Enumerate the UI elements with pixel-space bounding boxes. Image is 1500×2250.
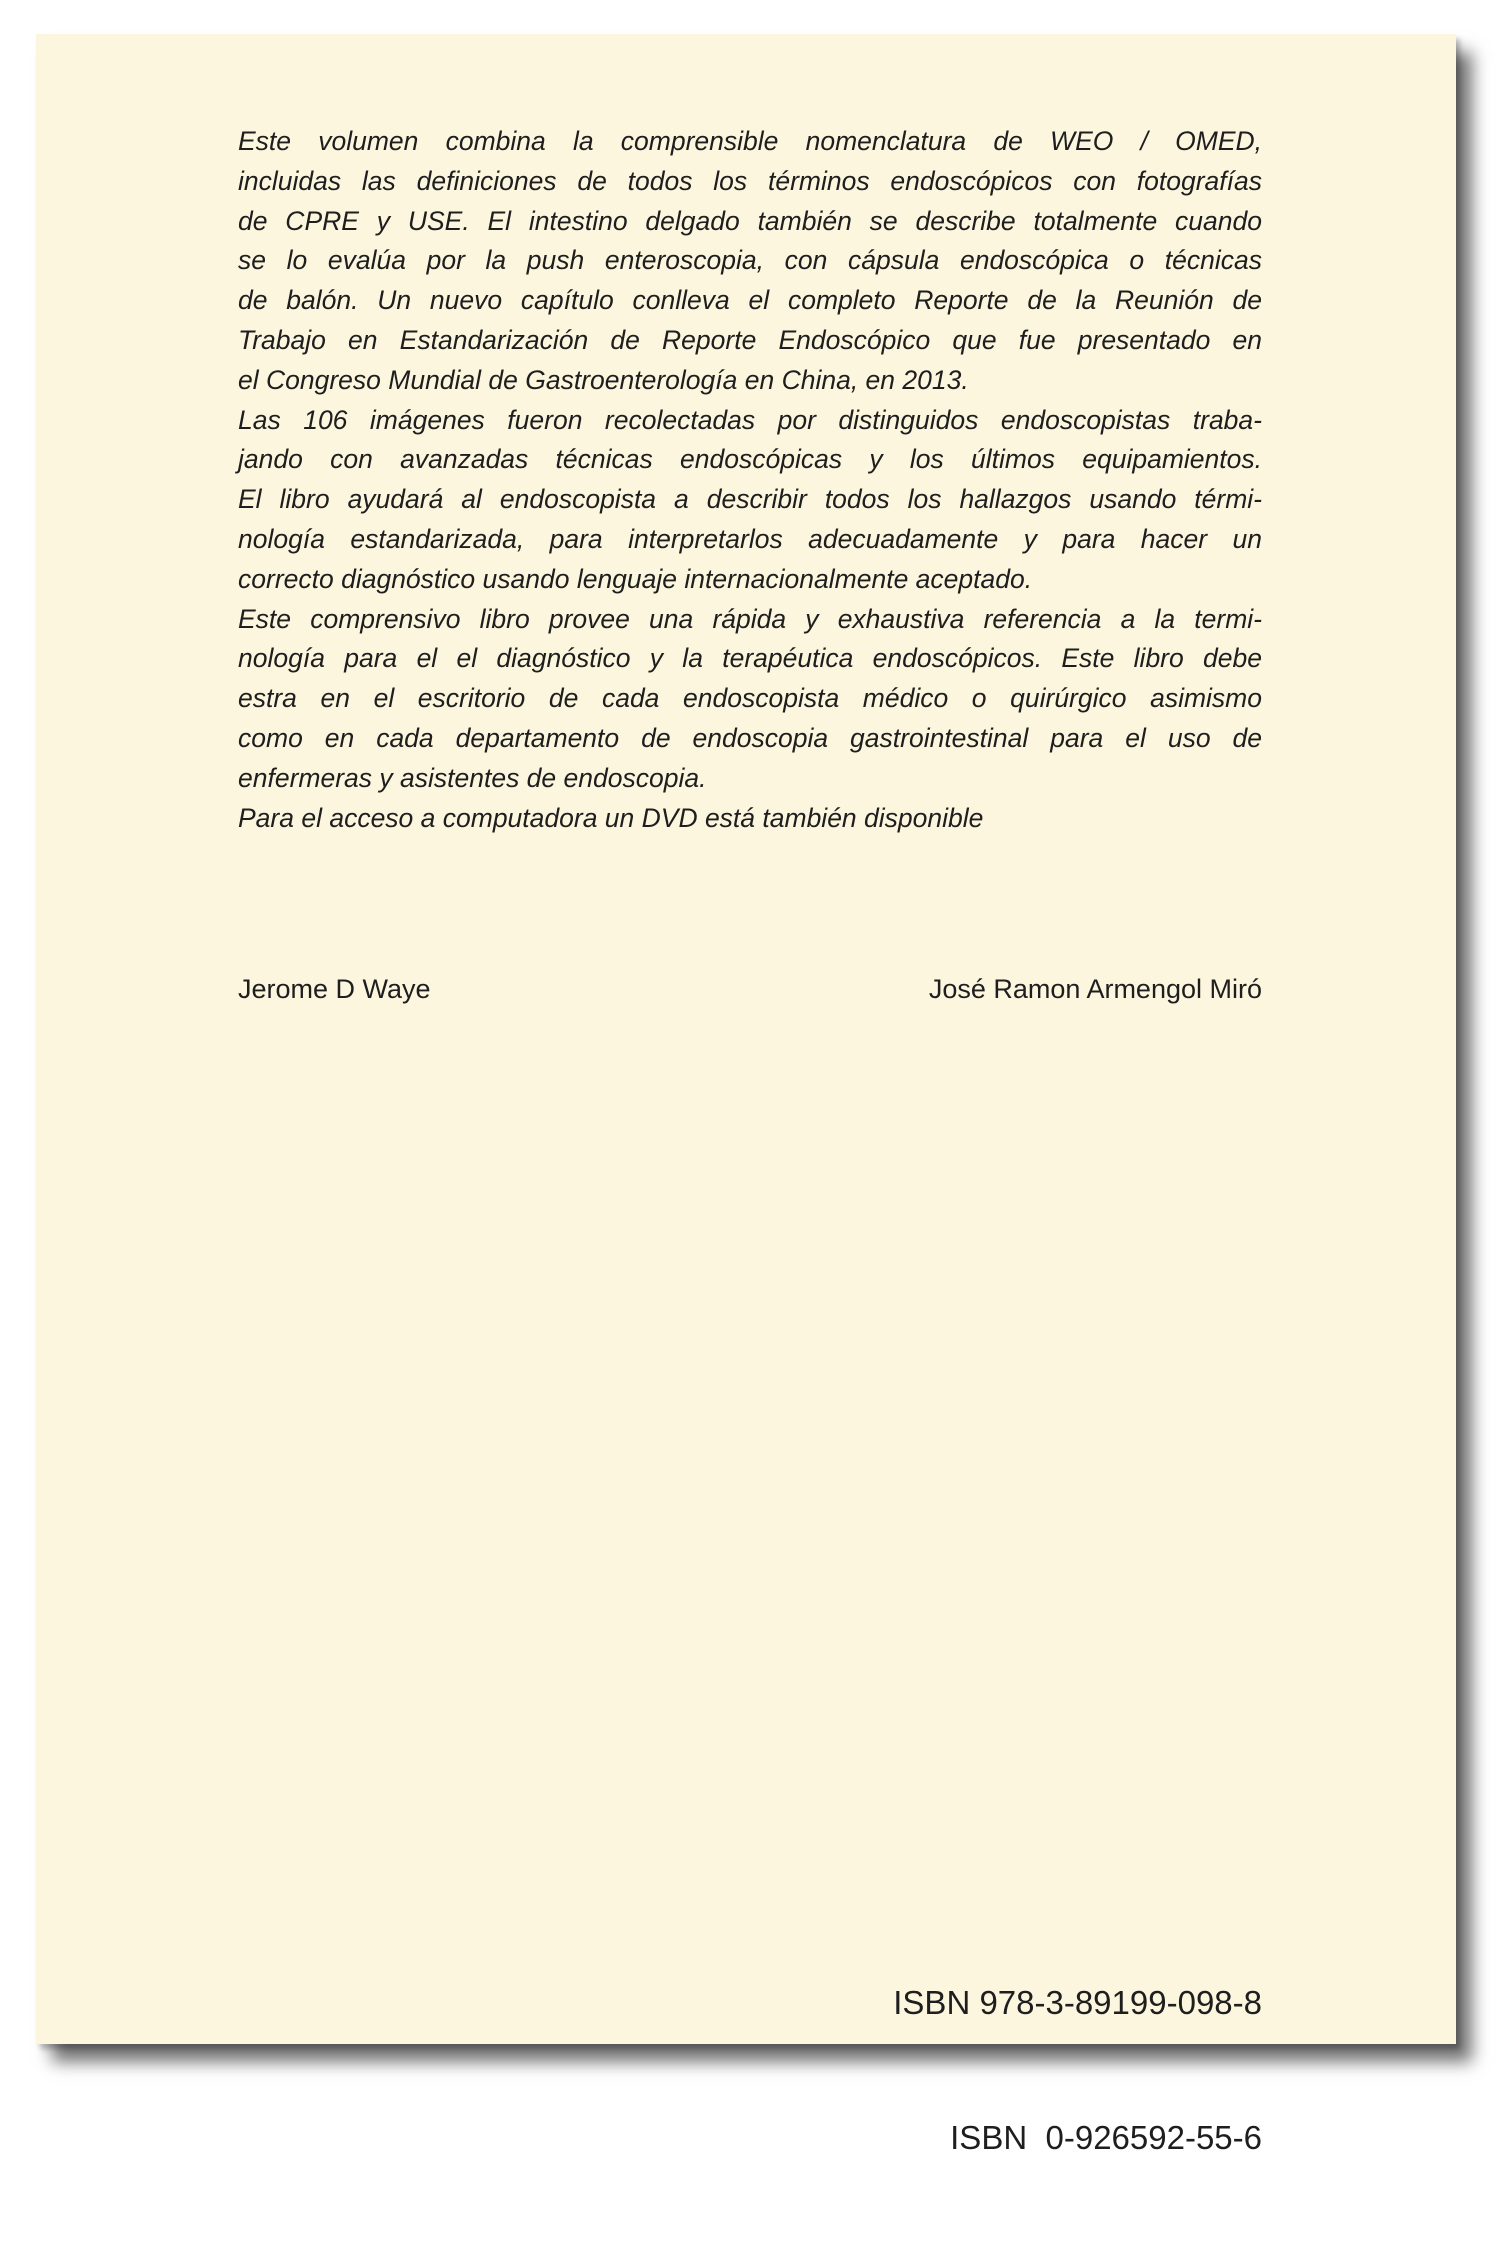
blurb-line: de CPRE y USE. El intestino delgado también se describe totalmente cuando	[238, 205, 1262, 236]
isbn-block	[893, 1890, 1262, 2250]
back-cover-blurb	[238, 122, 1262, 838]
blurb-line: Trabajo en Estandarización de Reporte Endoscópico que fue presentado en	[238, 324, 1262, 355]
blurb-line: de balón. Un nuevo capítulo conlleva el completo Reporte de la Reunión de	[238, 285, 1262, 316]
author-armengol-miro: José Ramon Armengol Miró	[928, 974, 1262, 1004]
back-cover-page	[36, 34, 1456, 2156]
blurb-line: estra en el escritorio de cada endoscopista médico o quirúrgico asimismo	[238, 683, 1262, 714]
blurb-line: el Congreso Mundial de Gastroenterología en China, en 2013.	[238, 364, 969, 395]
isbn-10: ISBN 0-926592-55-6	[950, 2119, 1262, 2156]
isbn-13: ISBN 978-3-89199-098-8	[893, 1984, 1262, 2021]
author-jerome-waye: Jerome D Waye	[238, 974, 431, 1004]
blurb-line: El libro ayudará al endoscopista a describir todos los hallazgos usando térmi-	[238, 484, 1262, 515]
blurb-line: jando con avanzadas técnicas endoscópicas y los últimos equipamientos.	[238, 444, 1262, 475]
blurb-line: Para el acceso a computadora un DVD está también disponible	[238, 802, 984, 833]
blurb-line: nología para el el diagnóstico y la terapéutica endoscópicos. Este libro debe	[238, 643, 1262, 674]
blurb-line: se lo evalúa por la push enteroscopia, con cápsula endoscópica o técnicas	[238, 245, 1262, 276]
blurb-line: Este comprensivo libro provee una rápida y exhaustiva referencia a la termi-	[238, 603, 1262, 634]
blurb-line: Este volumen combina la comprensible nomenclatura de WEO / OMED,	[238, 126, 1262, 156]
blurb-line: como en cada departamento de endoscopia gastrointestinal para el uso de	[238, 722, 1262, 753]
blurb-line: incluidas las definiciones de todos los términos endoscópicos con fotografías	[238, 165, 1262, 196]
blurb-line: Las 106 imágenes fueron recolectadas por distinguidos endoscopistas traba-	[238, 404, 1262, 435]
blurb-line: enfermeras y asistentes de endoscopia.	[238, 762, 707, 793]
blurb-line: nología estandarizada, para interpretarlos adecuadamente y para hacer un	[238, 523, 1262, 554]
blurb-line: correcto diagnóstico usando lenguaje internacionalmente aceptado.	[238, 563, 1033, 594]
